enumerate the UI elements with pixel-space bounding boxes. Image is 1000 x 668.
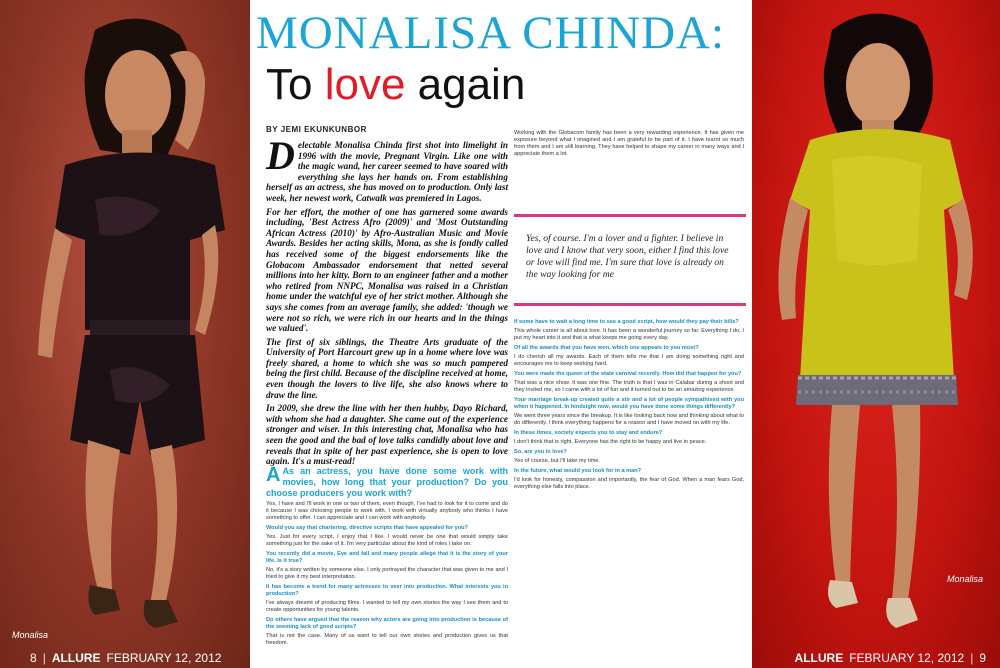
- pull-quote-text: Yes, of course. I'm a lover and a fighter. I believe in love and I know that very soon, either I find this love or love will find me. I'm sure that love is already on the way looking for me: [526, 233, 729, 280]
- left-model-photo: [0, 0, 250, 668]
- question-text: Do others have argued that the reason why actors are going into production is because of the seeming lack of good scripts?: [266, 617, 508, 630]
- page-number-right: 9: [979, 651, 986, 665]
- footer-right: [795, 648, 986, 668]
- intro-paragraph: For her effort, the mother of one has garnered some awards including, 'Best Actress Afro (2009)' and 'Most Outstanding African Actress (2010)' by Afro-Australian Music and Movie Awards. Besides her acting skills, Mona, as she is fondly called has received some of the biggest endorsements like the Globacom Ambassador endorsement that netted several millions into her kitty. Born to an engineer father and a mother who retired from NNPC, Monalisa was raised in a Christian home under the watchful eye of her strict mother. Although she says she comes from an average family, she added: 'though we were not so rich, we were rich in our hearts and in the things we valued'.: [266, 206, 508, 334]
- drop-cap: D: [266, 133, 295, 178]
- magazine-brand-right: ALLURE: [794, 651, 844, 665]
- answer-text: Yes of course, but I'll take my time.: [514, 458, 601, 464]
- article-title: MONALISA CHINDA:: [256, 7, 726, 59]
- left-photo-panel: [0, 0, 250, 668]
- intro-paragraph: In 2009, she drew the line with her then hubby, Dayo Richard, with whom she had a daughter. She came out of the experience stronger and wiser. In this interesting chat, Monalisa who has seen the good and the bad of love talks candidly about love and reveals that in spite of her past experience, she is open to love again. It's a must-read!: [266, 403, 508, 467]
- subtitle-prefix: To: [266, 60, 325, 109]
- photo-credit-left: Monalisa: [12, 630, 49, 640]
- qa-column-left: [266, 466, 508, 651]
- qa-marker: A: [266, 466, 281, 486]
- answer-text: We went three years since the breakup. It is like looking back now and thinking about what to do differently. I think everything happens for a reason and I have moved on with my life.: [514, 413, 744, 426]
- pull-quote: [514, 214, 746, 306]
- issue-date-left: FEBRUARY 12, 2012: [106, 651, 222, 665]
- question-text: If some have to wait a long time to see a good script, how would they pay their bills?: [514, 319, 739, 325]
- answer-text: Working with the Globacom family has been a very rewarding experience. It has given me exposure beyond what I imagined and I am grateful to be part of it. I have learnt so much from them and I am still learning. They have helped to shape my career in many ways and I appreciate them a lot.: [514, 130, 744, 157]
- photo-credit-right: Monalisa: [947, 574, 984, 584]
- right-model-photo: [752, 0, 1000, 668]
- intro-text: [266, 133, 508, 470]
- question-text: Would you say that chartering, directive scripts that have appealed for you?: [266, 525, 468, 531]
- question-text: In the future, what would you look for in a man?: [514, 468, 642, 474]
- answer-text: I'd look for honesty, compassion and importantly, the fear of God. When a man fears God, everything else falls into place.: [514, 477, 744, 490]
- byline: BY JEMI EKUNKUNBOR: [266, 125, 367, 134]
- question-text: Your marriage break-up created quite a stir and a lot of people sympathised with you when it happened. In hindsight now, would you have done some things differently?: [514, 397, 744, 410]
- answer-text: I've always dreamt of producing films. I wanted to tell my own stories the way I see them and to create opportunities for young talents.: [266, 600, 508, 613]
- page-number-left: 8: [30, 651, 37, 665]
- answer-text: That was a nice show. It was one fine. The truth is that I was in Calabar during a shoot and they invited me, so I came with a lot of fun and it turned out to be an amazing experience.: [514, 380, 744, 393]
- footer-divider: |: [42, 651, 46, 665]
- question-text: So, are you in love?: [514, 449, 567, 455]
- answer-text: This whole career is all about love. It has been a wonderful journey so far. Everything I do, I put my heart into it and that is what keeps me going every day.: [514, 328, 744, 341]
- answer-text: That is not the case. Many of us want to tell our own stories and production gives us that freedom.: [266, 633, 508, 646]
- footer-divider: |: [970, 651, 974, 665]
- qa-column-right-bottom: [514, 316, 744, 651]
- issue-date-right: FEBRUARY 12, 2012: [849, 651, 965, 665]
- article-body: [250, 0, 752, 668]
- question-text: You were made the queen of the state carnival recently. How did that happen for you?: [514, 371, 742, 377]
- intro-paragraph: The first of six siblings, the Theatre Arts graduate of the University of Port Harcourt grew up in a home where love was freely shared, a home to which she was so much pampered being the first child. Because of the discipline received at home, even though the lovers to live life, she also knows where to draw the line.: [266, 336, 508, 400]
- answer-text: I do cherish all my awards. Each of them tells me that I am doing something right and encourages me to keep working hard.: [514, 354, 744, 367]
- article-subtitle: [266, 60, 525, 110]
- question-text: It has become a trend for many actresses to veer into production. What interests you in production?: [266, 584, 508, 597]
- right-photo-panel: [752, 0, 1000, 668]
- subtitle-suffix: again: [405, 60, 526, 109]
- question-lead: [266, 466, 508, 499]
- subtitle-love-word: love: [324, 60, 406, 109]
- question-text: As an actress, you have done some work with movies, how long that your production? Do you choose producers you work with?: [266, 466, 508, 498]
- answer-text: I don't think that is right. Everyone has the right to be happy and live in peace.: [514, 439, 707, 445]
- magazine-brand-left: ALLURE: [51, 651, 101, 665]
- answer-text: No, it's a story written by someone else. I only portrayed the character that was given to me and I tried to give it my best interpretation.: [266, 567, 508, 580]
- question-text: Of all the awards that you have won, which one appeals to you most?: [514, 345, 699, 351]
- footer-left: [30, 648, 221, 668]
- answer-text: Yes, I have and I'll work in one or two of them, even though, I've had to look for it to come and do it because I was choosing people to work with. I work with virtually anybody who thinks I have something to offer. I can appreciate and I can work with anybody.: [266, 501, 508, 521]
- intro-paragraph: electable Monalisa Chinda first shot into limelight in 1996 with the movie, Pregnant Virgin. Like one with the magic wand, her career seemed to have soared with everything she lays her hands on. From establishing herself as an actress, she has moved on to production. Only last week, her newest work, Catwalk was premiered in Lagos.: [266, 140, 508, 203]
- question-text: In these times, society expects you to stay and endure?: [514, 430, 663, 436]
- qa-column-right-top: [514, 130, 744, 160]
- answer-text: Yes. Just for every script, I enjoy that I like. I would never be one that would simply take something just for the sake of it. I'm very particular about the kind of roles I take on.: [266, 534, 508, 547]
- question-text: You recently did a movie, Eve and fall and many people allege that it is the story of your life. Is it true?: [266, 551, 508, 564]
